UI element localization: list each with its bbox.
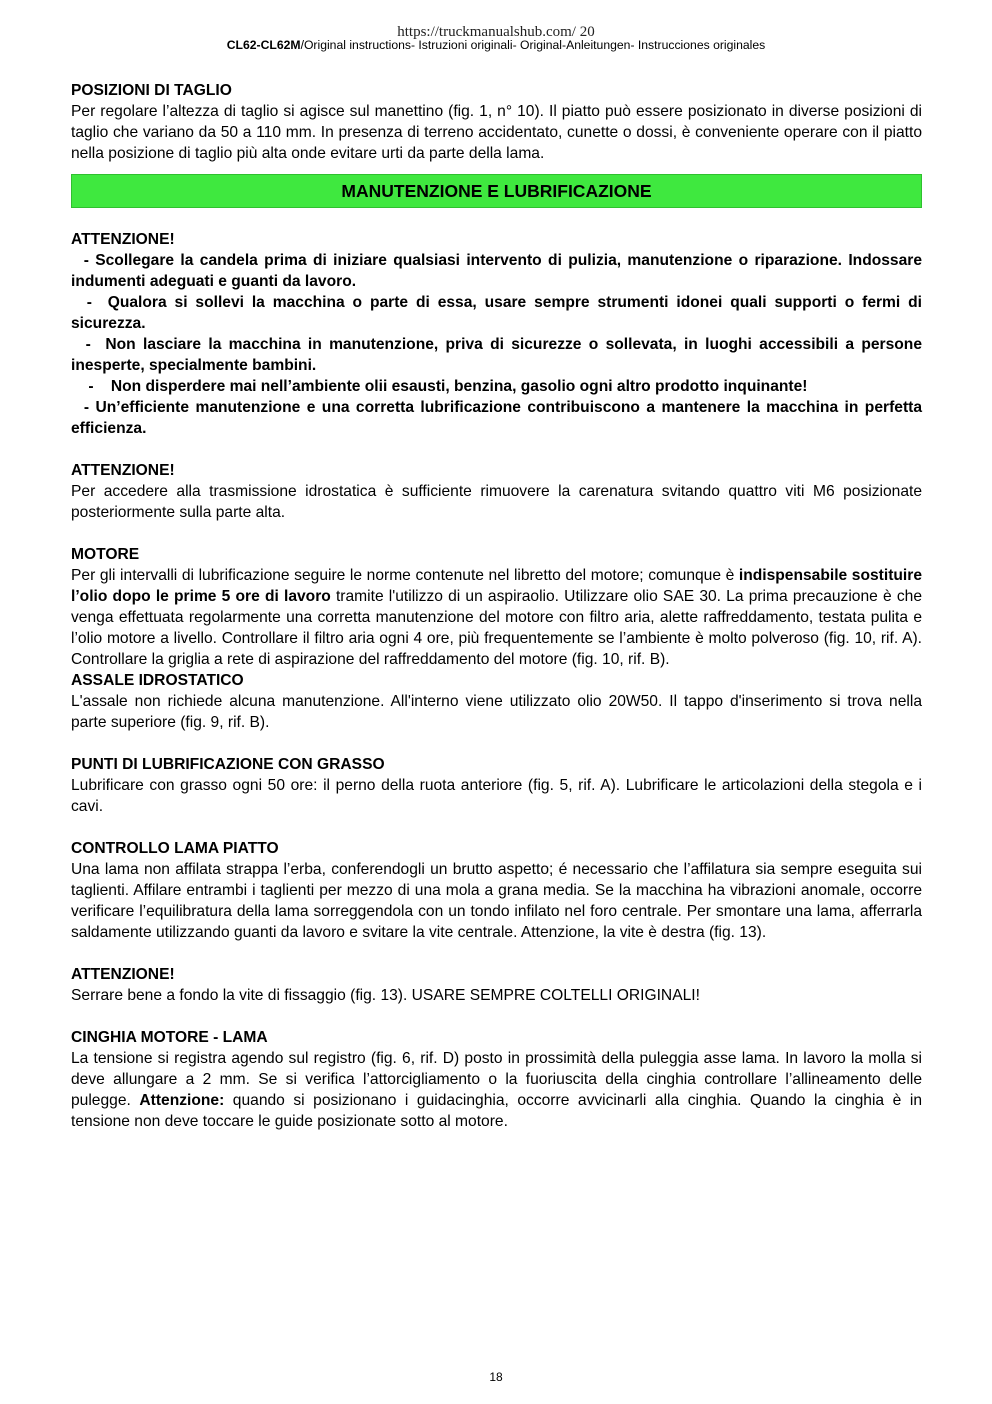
cutting-positions-text: Per regolare l’altezza di taglio si agisce sul manettino (fig. 1, n° 10). Il piatto può essere posizionato in diverse posizioni di taglio che variano da 50 a 110 mm. In presenza di terreno accidentato, cunette o dossi, è conveniente operare con il piatto nella posizione di taglio più alta onde evitare urti da parte della lama. (71, 103, 922, 162)
warning-item: - Non disperdere mai nell’ambiente olii esausti, benzina, gasolio ogni altro prodotto inquinante! (71, 378, 808, 395)
spacer (71, 439, 922, 460)
heading-axle: ASSALE IDROSTATICO (71, 672, 244, 689)
page-content (71, 80, 927, 1132)
belt-text (71, 1048, 922, 1132)
grease-text: Lubrificare con grasso ogni 50 ore: il perno della ruota anteriore (fig. 5, rif. A). Lubrificare le articolazioni della stegola e i cavi. (71, 777, 922, 815)
heading-cutting-positions: POSIZIONI DI TAGLIO (71, 82, 232, 99)
warning-item: - Qualora si sollevi la macchina o parte di essa, usare sempre strumenti idonei quali supporti o fermi di sicurezza. (71, 294, 927, 332)
warning-item: - Scollegare la candela prima di iniziare qualsiasi intervento di pulizia, manutenzione o riparazione. Indossare indumenti adeguati e guanti da lavoro. (71, 252, 927, 290)
warning-text: Per accedere alla trasmissione idrostatica è sufficiente rimuovere la carenatura svitando quattro viti M6 posizionate posteriormente sulla parte alta. (71, 483, 922, 521)
heading-blade-check: CONTROLLO LAMA PIATTO (71, 840, 279, 857)
spacer (71, 733, 922, 754)
section-warning-2 (71, 460, 922, 523)
belt-text-end: quando si posizionano i guidacinghia, occorre avvicinarli alla cinghia. Quando la cinghia è in tensione non deve toccare le guide posizionate sotto al motore. (71, 1092, 922, 1130)
section-axle (71, 670, 922, 733)
section-belt (71, 1027, 922, 1132)
heading-belt: CINGHIA MOTORE - LAMA (71, 1029, 268, 1046)
warning-heading: ATTENZIONE! (71, 966, 175, 983)
page-header (0, 38, 992, 52)
spacer (71, 943, 922, 964)
section-banner: MANUTENZIONE E LUBRIFICAZIONE (71, 174, 922, 208)
engine-text-end: tramite l'utilizzo di un aspiraolio. Utilizzare olio SAE 30. La prima precauzione è che venga effettuata regolarmente una corretta manutenzione del motore con filtro aria, alette raffreddamento, testata pulita e l’olio motore a livello. Controllare il filtro aria ogni 4 ore, più frequentemente se l’ambiente è molto polveroso (fig. 10, rif. A). Controllare la griglia a rete di aspirazione del raffreddamento del motore (fig. 10, rif. B). (71, 588, 922, 668)
model-name: CL62-CL62M (226, 38, 301, 52)
heading-engine: MOTORE (71, 546, 140, 563)
instructions-label: /Original instructions- Istruzioni originali- Original-Anleitungen- Instrucciones originales (300, 38, 766, 52)
section-cutting-positions (71, 80, 922, 164)
spacer (71, 817, 922, 838)
engine-text-start: Per gli intervalli di lubrificazione seguire le norme contenute nel libretto del motore; comunque è (71, 567, 739, 584)
heading-grease: PUNTI DI LUBRIFICAZIONE CON GRASSO (71, 756, 385, 773)
warning-heading: ATTENZIONE! (71, 462, 175, 479)
warning-text: Serrare bene a fondo la vite di fissaggio (fig. 13). USARE SEMPRE COLTELLI ORIGINALI! (71, 987, 700, 1004)
page-number: 18 (489, 1370, 503, 1384)
warning-heading: ATTENZIONE! (71, 231, 175, 248)
belt-text-emphasis: Attenzione: (139, 1092, 225, 1109)
spacer (71, 1006, 922, 1027)
section-grease (71, 754, 922, 817)
spacer (71, 523, 922, 544)
source-url[interactable]: https://truckmanualshub.com/ 20 (397, 24, 595, 40)
blade-check-text: Una lama non affilata strappa l’erba, conferendogli un brutto aspetto; é necessario che l’affilatura sia sempre eseguita sui taglienti. Affilare entrambi i taglienti per mezzo di una mola a grana media. Se la macchina ha vibrazioni anomale, occorre verificare l’equilibratura della lama sorreggendola con un tondo infilato nel foro centrale. Per smontare una lama, afferrarla saldamente utilizzando guanti da lavoro e svitare la vite centrale. Attenzione, la vite è destra (fig. 13). (71, 861, 922, 941)
axle-text: L'assale non richiede alcuna manutenzione. All'interno viene utilizzato olio 20W50. Il tappo d'inserimento si trova nella parte superiore (fig. 9, rif. B). (71, 693, 922, 731)
belt-text-start: La tensione si registra agendo sul registro (fig. 6, rif. D) posto in prossimità della puleggia asse lama. In lavoro la molla si deve allungare a 2 mm. Se si verifica l’attorcigliamento o la fuoriuscita della cinghia controllare l’allineamento delle pulegge. (71, 1050, 922, 1109)
spacer (71, 208, 922, 229)
section-warning-3 (71, 964, 922, 1006)
engine-text-emphasis: indispensabile sostituire l’olio dopo le prime 5 ore di lavoro (71, 567, 922, 605)
warning-item: - Un’efficiente manutenzione e una corretta lubrificazione contribuiscono a mantenere la macchina in perfetta efficienza. (71, 399, 927, 437)
section-engine (71, 544, 922, 670)
engine-text (71, 565, 922, 670)
section-blade-check (71, 838, 922, 943)
warning-item: - Non lasciare la macchina in manutenzione, priva di sicurezze o sollevata, in luoghi accessibili a persone inesperte, specialmente bambini. (71, 336, 927, 374)
section-warning-1 (71, 229, 927, 439)
